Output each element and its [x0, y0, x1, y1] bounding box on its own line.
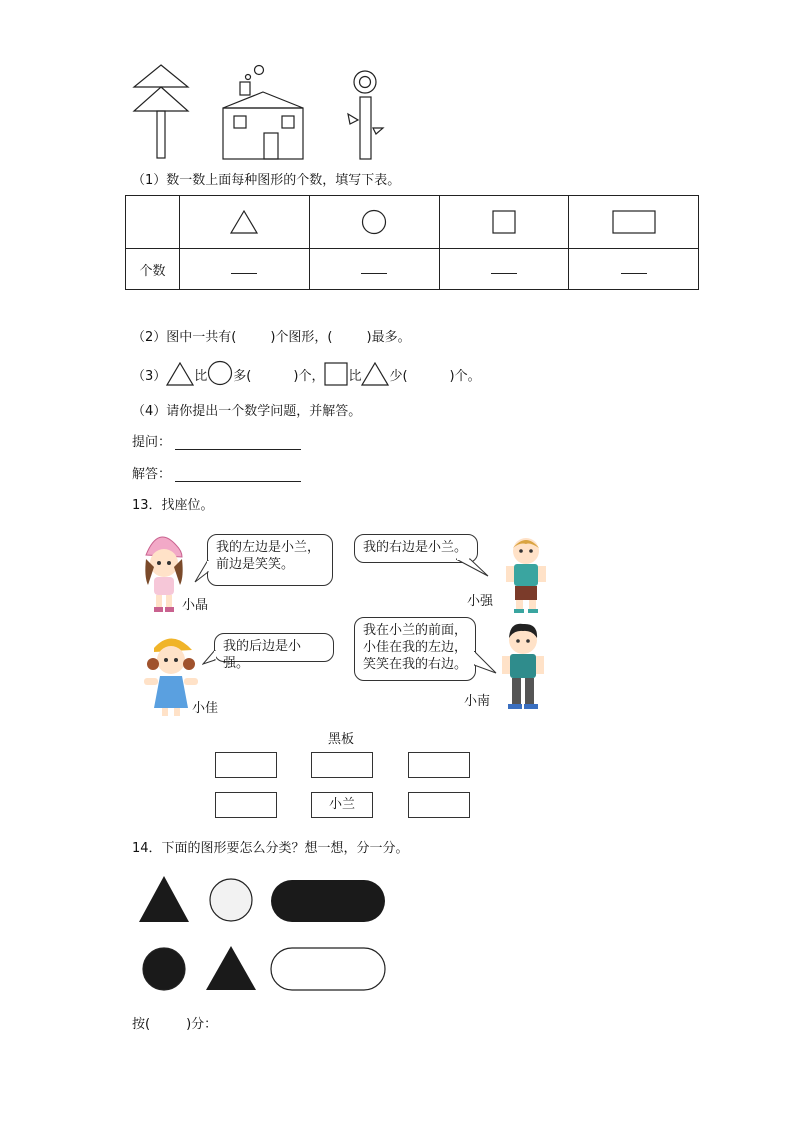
rectangle-icon — [611, 209, 657, 235]
xiaojia-bubble-tail — [202, 650, 218, 668]
circle-count-blank[interactable] — [309, 249, 439, 290]
xiaojing-name: 小晶 — [182, 598, 209, 613]
xiaojia-name: 小佳 — [192, 701, 219, 716]
shapes-picture — [125, 62, 395, 164]
classify-prompt-b: )分： — [186, 1017, 218, 1032]
count-row — [126, 249, 699, 290]
xiaonan-speech-bubble — [354, 617, 476, 681]
question-3-more: 多( — [233, 369, 252, 384]
xiaonan-avatar — [498, 622, 548, 712]
question-2-text-c: )最多。 — [366, 330, 411, 345]
chimney-rectangle — [240, 82, 250, 95]
square-icon — [324, 362, 348, 386]
square-header-cell — [439, 196, 569, 249]
rectangle-header-cell — [569, 196, 699, 249]
xiaojing-speech-line-1: 我的左边是小兰， — [216, 540, 321, 555]
door-rectangle — [264, 133, 278, 159]
classification-shapes — [132, 870, 394, 996]
circle-icon — [360, 208, 388, 236]
light-rounded-rectangle-icon — [271, 948, 385, 990]
seat-front-left[interactable] — [215, 752, 277, 778]
xiaonan-speech-line-3: 笑笑在我的右边。 — [363, 657, 468, 672]
question-3-compare-a: 比 — [194, 369, 208, 384]
rectangle-count-blank[interactable] — [569, 249, 699, 290]
circle-header-cell — [309, 196, 439, 249]
tree-figure — [134, 65, 188, 158]
classify-prompt — [132, 1016, 217, 1034]
question-2-text-b: )个图形，( — [270, 330, 333, 345]
xiaojing-speech-line-2: 前边是笑笑。 — [216, 557, 295, 572]
stem-rectangle — [360, 97, 371, 159]
triangle-icon — [229, 209, 259, 235]
answer-line[interactable] — [175, 481, 301, 482]
question-3 — [132, 360, 481, 386]
xiaonan-bubble-tail — [474, 651, 498, 677]
question-3-compare-b: 比 — [348, 369, 362, 384]
seat-back-middle: 小兰 — [311, 792, 373, 818]
section-14-title: 14．下面的图形要怎么分类？想一想，分一分。 — [132, 841, 409, 856]
chimney-smoke-big-circle — [255, 66, 264, 75]
dark-rounded-rectangle-icon — [271, 880, 385, 922]
chimney-smoke-small-circle — [246, 75, 251, 80]
ask-answer-line[interactable] — [175, 449, 301, 450]
answer-label: 解答： — [132, 467, 172, 482]
tree-bottom-triangle — [134, 87, 188, 111]
square-icon — [491, 209, 517, 235]
question-1-text: （1）数一数上面每种图形的个数，填写下表。 — [132, 173, 401, 188]
seat-back-right[interactable] — [408, 792, 470, 818]
empty-header-cell — [126, 196, 180, 249]
circle-icon — [207, 360, 233, 386]
tree-top-triangle — [134, 65, 188, 87]
triangle-icon — [166, 362, 194, 386]
shape-header-row — [126, 196, 699, 249]
question-3-less: 少( — [389, 369, 408, 384]
ask-label: 提问： — [132, 435, 172, 450]
xiaojing-bubble-tail — [193, 560, 213, 584]
flower-outer-circle — [354, 71, 376, 93]
question-3-prefix: （3） — [132, 369, 167, 384]
seat-front-right[interactable] — [408, 752, 470, 778]
dark-triangle-2-icon — [206, 946, 256, 990]
triangle-count-blank[interactable] — [180, 249, 310, 290]
square-count-blank[interactable] — [439, 249, 569, 290]
dark-triangle-icon — [139, 876, 189, 922]
xiaonan-name: 小南 — [464, 694, 491, 709]
xiaonan-speech-line-2: 小佳在我的左边， — [363, 640, 468, 655]
left-window-square — [234, 116, 246, 128]
left-leaf-triangle — [348, 114, 358, 124]
xiaoqiang-name: 小强 — [467, 594, 494, 609]
section-13-title: 13．找座位。 — [132, 498, 214, 513]
classify-prompt-a: 按( — [132, 1017, 151, 1032]
xiaonan-speech-line-1: 我在小兰的前面， — [363, 623, 468, 638]
xiaojing-speech-bubble — [207, 534, 333, 586]
triangle-header-cell — [180, 196, 310, 249]
right-window-square — [282, 116, 294, 128]
house-figure — [223, 66, 303, 160]
xiaojia-speech-line-1: 我的后边是小强。 — [223, 639, 302, 671]
xiaoqiang-speech-line-1: 我的右边是小兰。 — [363, 540, 468, 555]
count-row-label: 个数 — [126, 249, 180, 290]
xiaoqiang-avatar — [500, 534, 552, 614]
flower-inner-circle — [360, 77, 371, 88]
question-2 — [132, 328, 411, 348]
triangle-icon — [361, 362, 389, 386]
seat-back-left[interactable] — [215, 792, 277, 818]
question-2-text-a: （2）图中一共有( — [132, 330, 237, 345]
question-4-text: （4）请你提出一个数学问题，并解答。 — [132, 404, 362, 419]
roof-triangle — [223, 92, 303, 108]
count-table — [125, 195, 699, 290]
flower-figure — [348, 71, 383, 159]
question-3-unit-a: )个， — [293, 369, 325, 384]
xiaojia-speech-bubble — [214, 633, 334, 671]
dark-circle-icon — [143, 948, 185, 990]
question-3-unit-b: )个。 — [449, 369, 481, 384]
tree-trunk-rectangle — [157, 111, 165, 158]
light-circle-icon — [210, 879, 252, 921]
right-leaf-triangle — [373, 128, 383, 134]
blackboard-label: 黑板 — [328, 732, 355, 747]
seat-front-middle[interactable] — [311, 752, 373, 778]
xiaoqiang-bubble-tail — [456, 558, 492, 580]
